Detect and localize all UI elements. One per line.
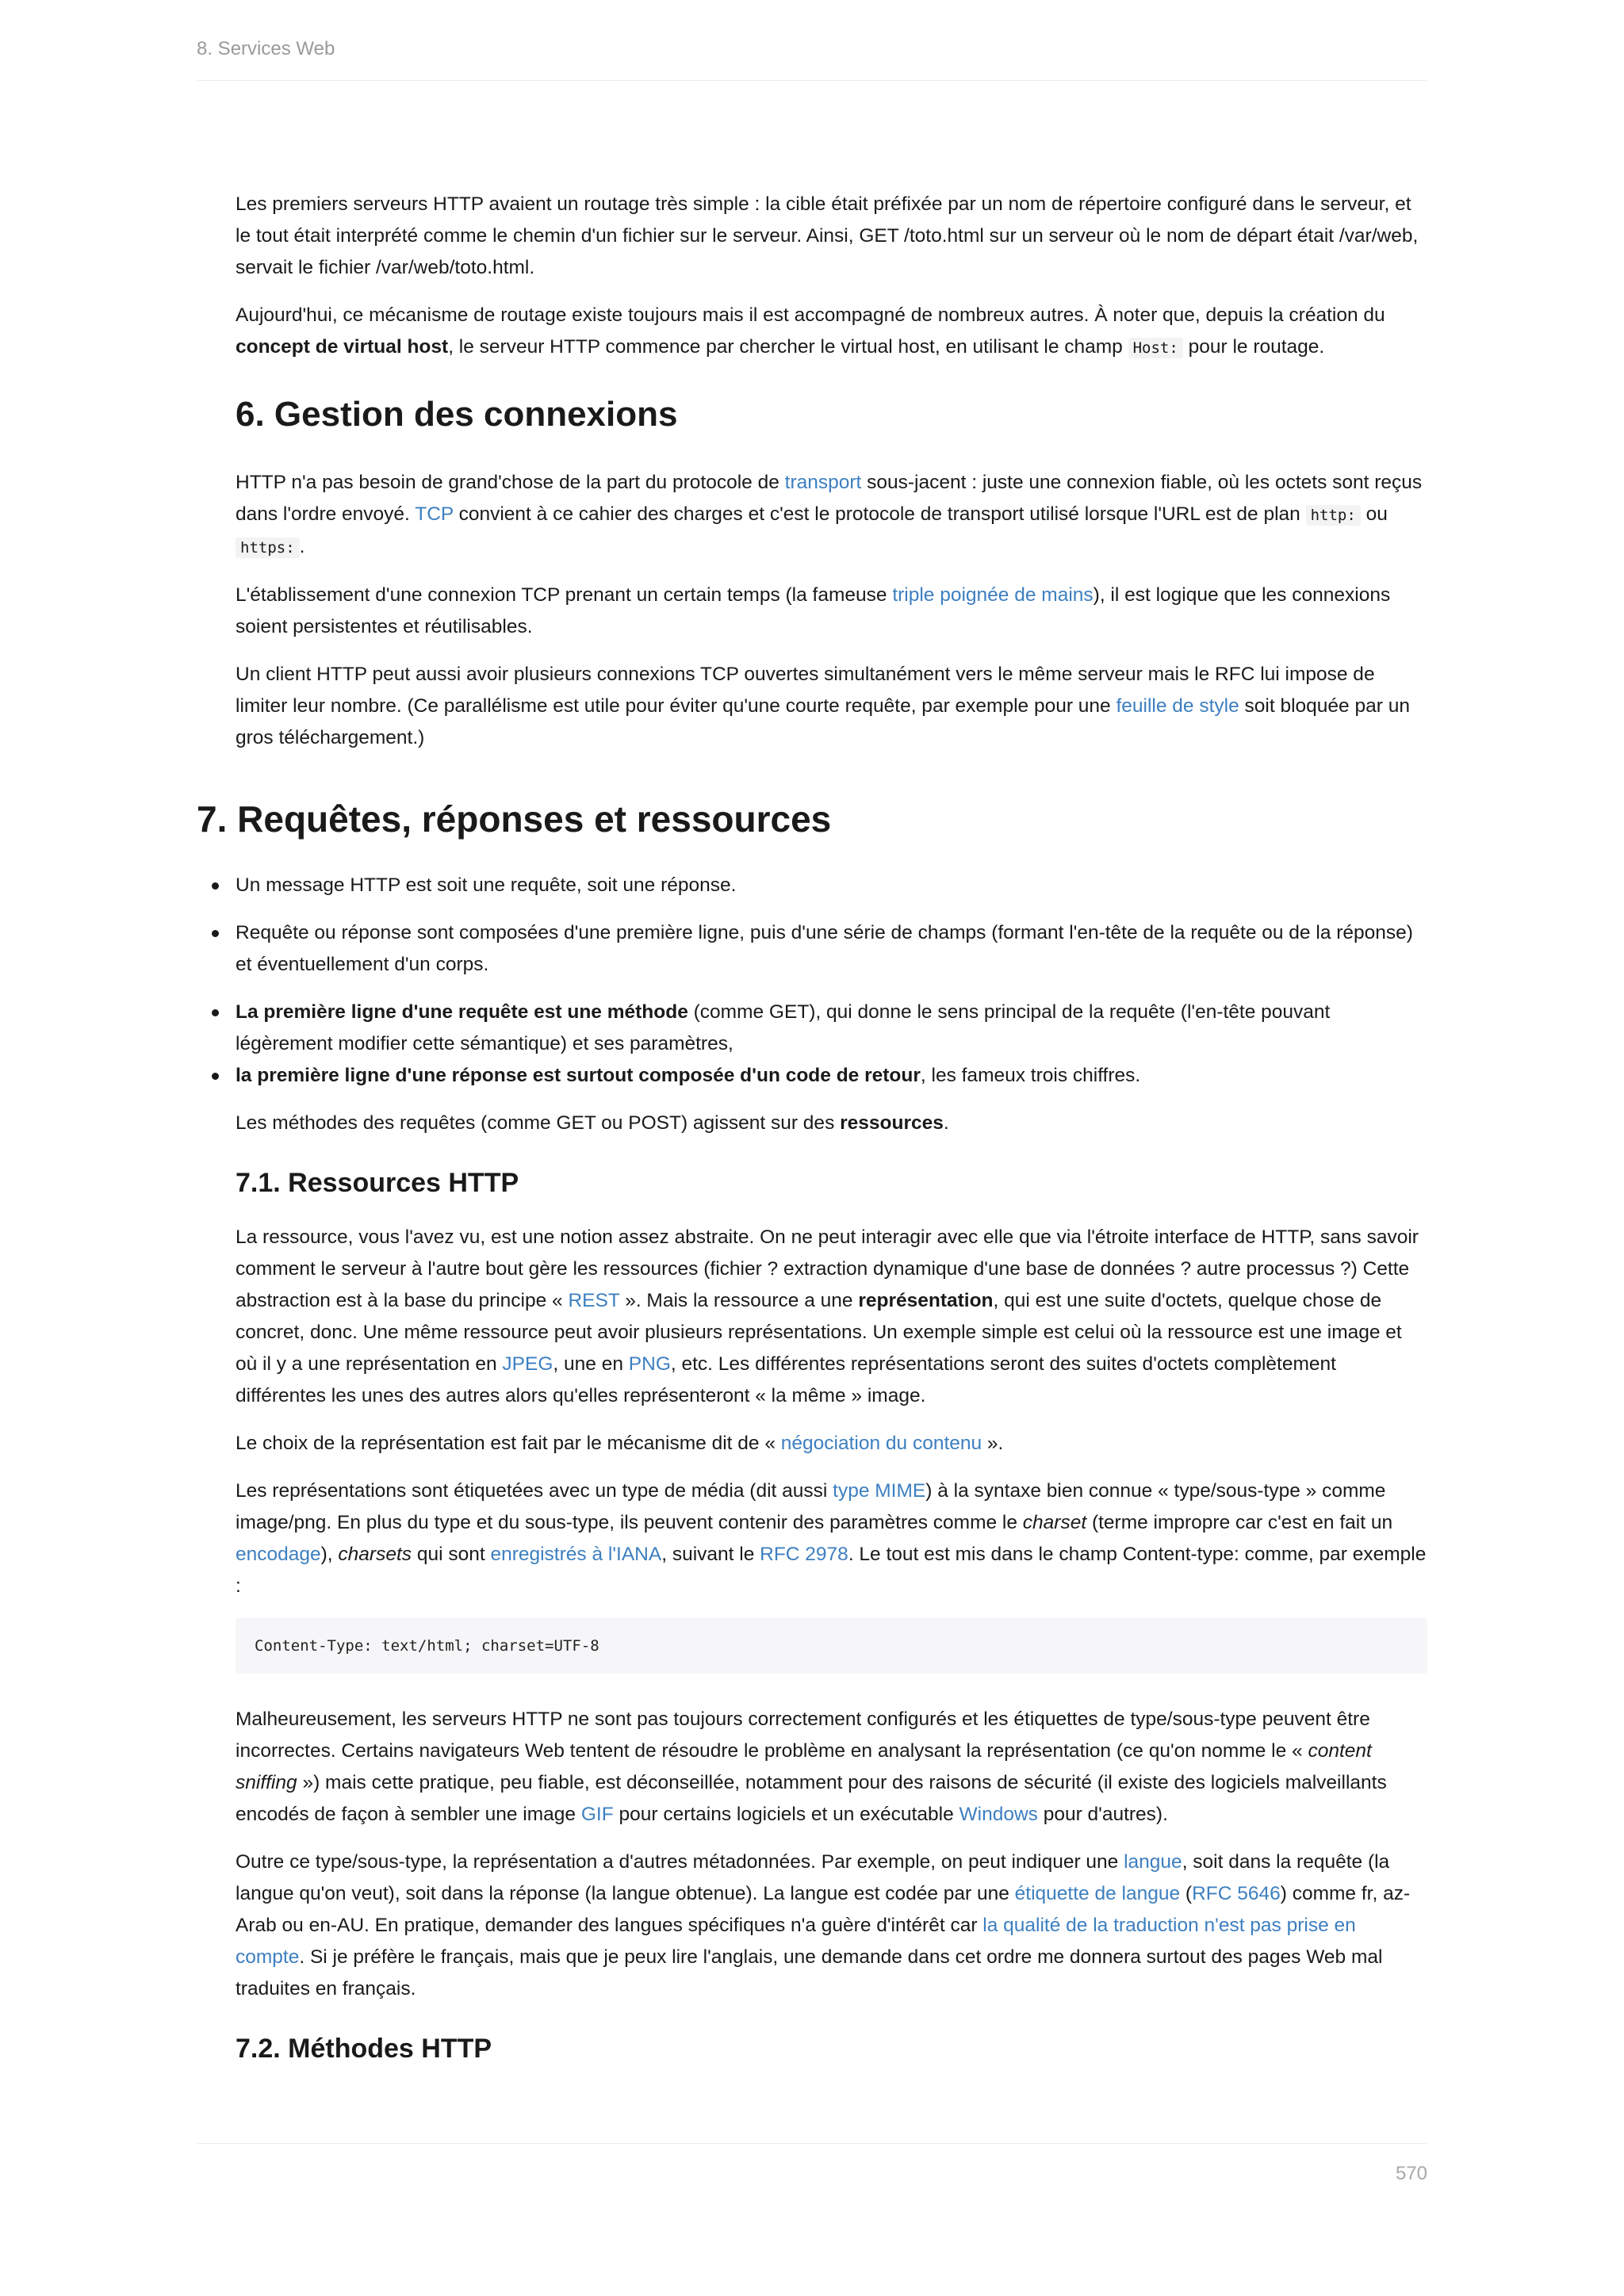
link-encodage[interactable]: encodage [236, 1544, 321, 1565]
link-tcp[interactable]: TCP [415, 503, 454, 525]
link-style-sheet[interactable]: feuille de style [1116, 695, 1239, 717]
link-png[interactable]: PNG [628, 1353, 671, 1375]
link-language-tag[interactable]: étiquette de langue [1014, 1883, 1181, 1904]
section-7-bullet-list [197, 870, 1427, 1092]
content-type-code-block: Content-Type: text/html; charset=UTF-8 [236, 1618, 1427, 1674]
resources-paragraph-2: Le choix de la représentation est fait par le mécanisme dit de « négociation du contenu ». [236, 1433, 1004, 1454]
link-transport[interactable]: transport [784, 472, 862, 493]
header-divider [197, 80, 1427, 81]
link-gif[interactable]: GIF [580, 1804, 614, 1825]
virtual-host-term: concept de virtual host [236, 336, 449, 358]
section-7-heading: 7. Requêtes, réponses et ressources [197, 798, 832, 840]
section-7-body [197, 1108, 1427, 2065]
routing-paragraph-2: Aujourd'hui, ce mécanisme de routage existe toujours mais il est accompagné de nombreux autres. À noter que, depuis la création du concept de virtual host, le serveur HTTP commence par chercher le virtual host, en utilisant le champ Host: pour le routage. [236, 304, 1385, 358]
resources-paragraph-5: Outre ce type/sous-type, la représentation a d'autres métadonnées. Par exemple, on peut indiquer une langue, soit dans la requête (la langue qu'on veut), soit dans la réponse (la langue obtenue). La langue est codée par une étiquette de langue (RFC 5646) comme fr, az-Arab ou en-AU. En pratique, demander des langues spécifiques n'a guère d'intérêt car la qualité de la traduction n'est pas prise en compte. Si je préfère le français, mais que je peux lire l'anglais, une demande dans cet ordre me donnera surtout des pages Web mal traduites en français. [236, 1851, 1411, 1999]
resources-paragraph-4: Malheureusement, les serveurs HTTP ne sont pas toujours correctement configurés et les étiquettes de type/sous-type peuvent être incorrectes. Certains navigateurs Web tentent de résoudre le problème en analysant la représentation (ce qu'on nomme le « content sniffing ») mais cette pratique, peu fiable, est déconseillée, notamment pour des raisons de sécurité (il existe des logiciels malveillants encodés de façon à sembler une image GIF pour certains logiciels et un exécutable Windows pour d'autres). [236, 1709, 1387, 1825]
http-scheme-code: http: [1306, 505, 1361, 526]
routing-paragraph-1: Les premiers serveurs HTTP avaient un routage très simple : la cible était préfixée par un nom de répertoire configuré dans le serveur, et le tout était interprété comme le chemin d'un fichier sur le serveur. Ainsi, GET /toto.html sur un serveur où le nom de départ était /var/web, servait le fichier /var/web/toto.html. [236, 193, 1419, 278]
link-windows[interactable]: Windows [959, 1804, 1038, 1825]
link-langue[interactable]: langue [1124, 1851, 1182, 1873]
section-7-2-heading: 7.2. Méthodes HTTP [236, 2034, 492, 2064]
methods-paragraph: Les méthodes des requêtes (comme GET ou POST) agissent sur des ressources. [236, 1112, 949, 1134]
link-content-negotiation[interactable]: négociation du contenu [780, 1433, 982, 1454]
section-6-paragraph-2: L'établissement d'une connexion TCP prenant un certain temps (la fameuse triple poignée de mains), il est logique que les connexions soient persistentes et réutilisables. [236, 584, 1391, 637]
list-item: La première ligne d'une requête est une méthode (comme GET), qui donne le sens principal de la requête (l'en-tête pouvant légèrement modifier cette sémantique) et ses paramètres, [236, 997, 1427, 1060]
section-7-1-heading: 7.1. Ressources HTTP [236, 1168, 519, 1198]
link-jpeg[interactable]: JPEG [502, 1353, 553, 1375]
footer-divider [197, 2143, 1427, 2144]
link-triple-handshake[interactable]: triple poignée de mains [892, 584, 1094, 606]
link-rfc-2978[interactable]: RFC 2978 [760, 1544, 848, 1565]
page-content [197, 189, 1427, 2087]
link-iana-registered[interactable]: enregistrés à l'IANA [490, 1544, 662, 1565]
link-mime-type[interactable]: type MIME [833, 1480, 926, 1502]
section-6-paragraph-1: HTTP n'a pas besoin de grand'chose de la part du protocole de transport sous-jacent : juste une connexion fiable, où les octets sont reçus dans l'ordre envoyé. TCP convient à ce cahier des charges et c'est le protocole de transport utilisé lorsque l'URL est de plan http: ou https: . [236, 472, 1423, 557]
list-item: Requête ou réponse sont composées d'une première ligne, puis d'une série de champs (formant l'en-tête de la requête ou de la réponse) et éventuellement d'un corps. [236, 917, 1427, 981]
page-number: 570 [1395, 2163, 1427, 2184]
link-rfc-5646[interactable]: RFC 5646 [1192, 1883, 1281, 1904]
list-item: Un message HTTP est soit une requête, soit une réponse. [236, 870, 1427, 901]
running-header: 8. Services Web [197, 38, 335, 59]
resources-paragraph-1: La ressource, vous l'avez vu, est une notion assez abstraite. On ne peut interagir avec elle que via l'étroite interface de HTTP, sans savoir comment le serveur à l'autre bout gère les ressources (fichier ? extraction dynamique d'une base de données ? autre processus ?) Cette abstraction est à la base du principe « REST ». Mais la ressource a une représentation, qui est une suite d'octets, quelque chose de concret, donc. Une même ressource peut avoir plusieurs représentations. Un exemple simple est celui où la ressource est une image et où il y a une représentation en JPEG, une en PNG, etc. Les différentes représentations seront des suites d'octets complètement différentes les unes des autres alors qu'elles représenteront « la même » image. [236, 1226, 1419, 1406]
https-scheme-code: https: [236, 538, 300, 558]
resources-paragraph-3: Les représentations sont étiquetées avec un type de média (dit aussi type MIME) à la syntaxe bien connue « type/sous-type » comme image/png. En plus du type et du sous-type, ils peuvent contenir des paramètres comme le charset (terme impropre car c'est en fait un encodage), charsets qui sont enregistrés à l'IANA, suivant le RFC 2978. Le tout est mis dans le champ Content-type: comme, par exemple : [236, 1480, 1427, 1597]
link-rest[interactable]: REST [568, 1290, 620, 1311]
list-item: la première ligne d'une réponse est surtout composée d'un code de retour, les fameux trois chiffres. [236, 1060, 1427, 1092]
link-translation-quality[interactable]: la qualité de la traduction n'est pas prise en compte [236, 1915, 1356, 1968]
section-6-paragraph-3: Un client HTTP peut aussi avoir plusieurs connexions TCP ouvertes simultanément vers le même serveur mais le RFC lui impose de limiter leur nombre. (Ce parallélisme est utile pour éviter qu'une courte requête, par exemple pour une feuille de style soit bloquée par un gros téléchargement.) [236, 664, 1410, 748]
host-header-code: Host: [1128, 338, 1183, 358]
routing-section [197, 189, 1427, 754]
section-6-heading: 6. Gestion des connexions [236, 395, 678, 434]
